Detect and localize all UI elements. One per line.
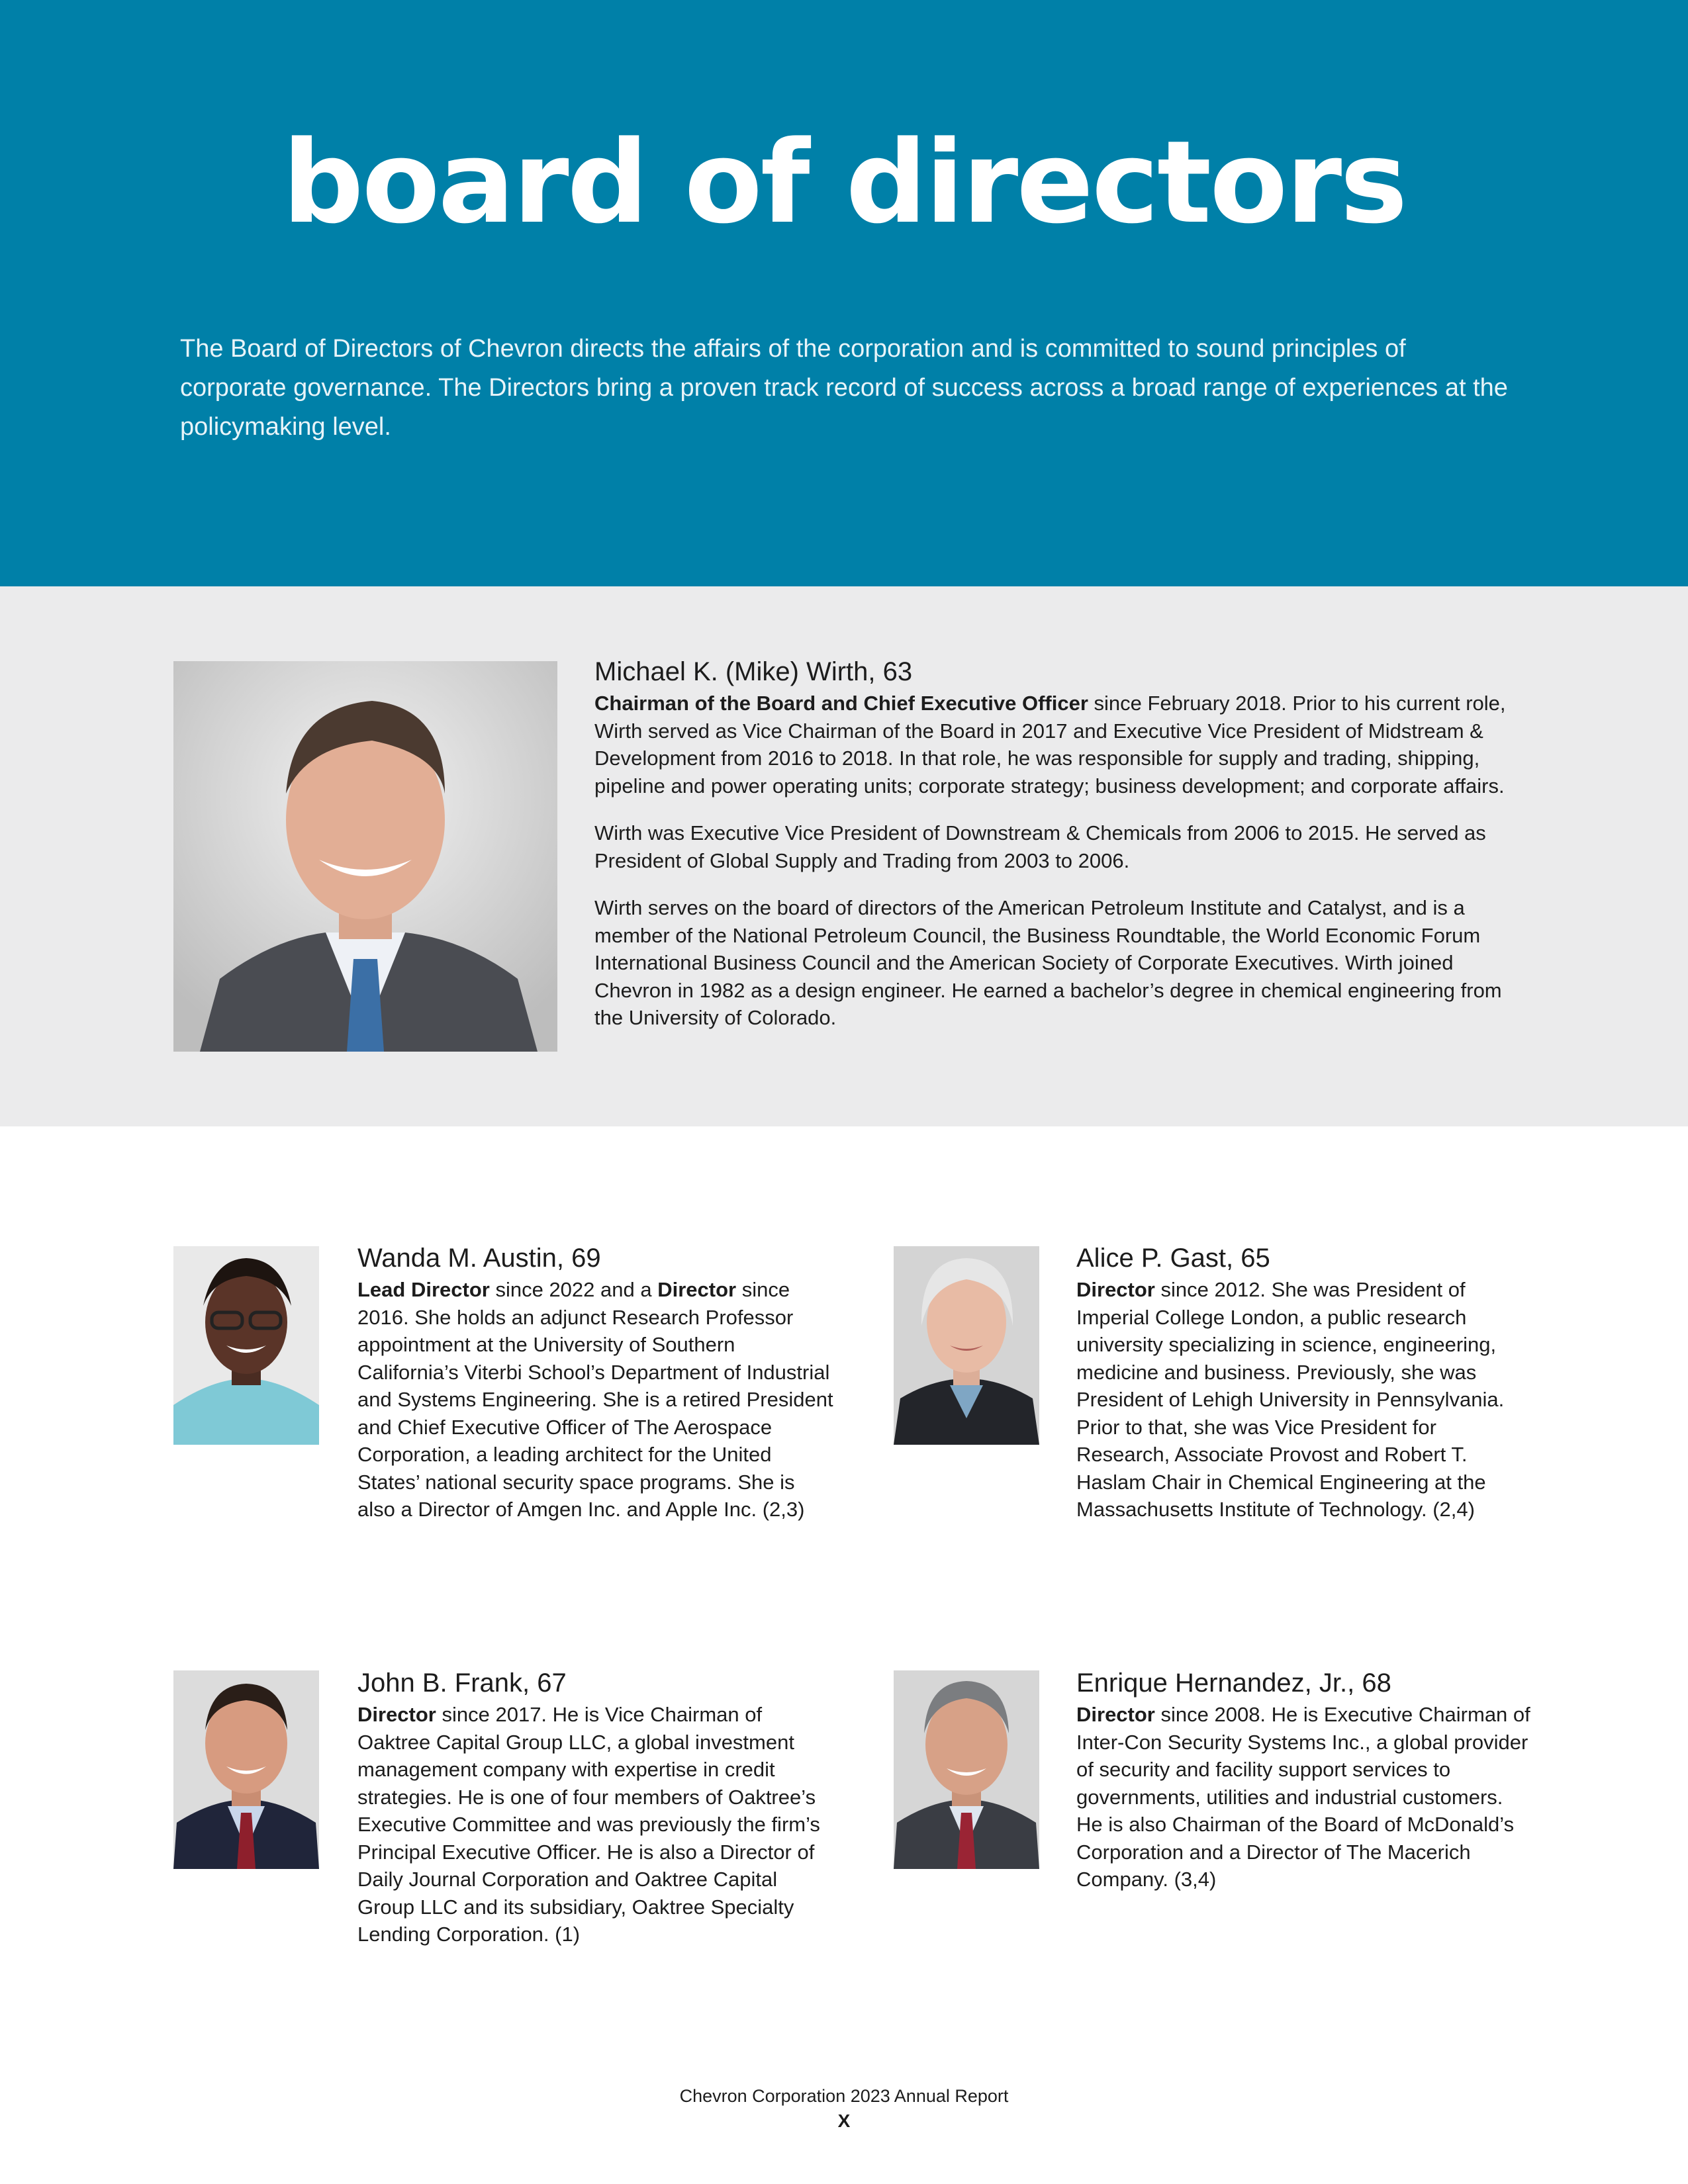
report-title: Chevron Corporation 2023 Annual Report [679,2086,1009,2106]
hernandez-photo [894,1670,1039,1869]
austin-photo [173,1246,319,1445]
director-title: Director [357,1703,436,1726]
bio-paragraph [357,1701,834,1948]
bio-text: since 2012. She was President of Imperial College London, a public research university specializing in science, engineering, medicine and business. Previously, she was President of Lehigh University in Pennsylvania. Prior to that, she was Vice President for Research, Associate Provost and Robert T. Haslam Chair in Chemical Engineering at the Massachusetts Institute of Technology. (2,4) [1076,1278,1505,1521]
director-name: Wanda M. Austin, 69 [357,1244,601,1273]
director-title: Director [1076,1703,1155,1726]
wirth-photo [173,661,557,1052]
bio-paragraph [1076,1701,1533,1893]
bio-text: since 2008. He is Executive Chairman of Inter-Con Security Systems Inc., a global provider of security and facility support services to governments, utilities and industrial customers. He is also Chairman of the Board of McDonald’s Corporation and a Director of The Macerich Company. (3,4) [1076,1703,1530,1891]
director-name: Alice P. Gast, 65 [1076,1244,1270,1273]
frank-photo [173,1670,319,1869]
bio-paragraph: Lead Director since 2022 and a Director since 2016. She holds an adjunct Research Professor appointment at the University of Southern California’s Viterbi School’s Department of Industrial and Systems Engineering. She is a retired President and Chief Executive Officer of The Aerospace Corporation, a leading architect for the United States’ national security space programs. She is also a Director of Amgen Inc. and Apple Inc. (2,3) [357,1278,833,1521]
director-title: Lead Director [357,1278,490,1301]
bio-paragraph [1076,1276,1533,1524]
director-title: Director [1076,1278,1155,1301]
gast-bio [1076,1242,1533,1524]
page-footer [0,2083,1688,2134]
intro-paragraph: The Board of Directors of Chevron directs the affairs of the corporation and is committed to sound principles of corporate governance. The Directors bring a proven track record of success across a broad range of experiences at the policymaking level. [180,335,1508,441]
director-title: Chairman of the Board and Chief Executive Officer [594,692,1088,715]
director-name: John B. Frank, 67 [357,1668,567,1698]
director-name: Michael K. (Mike) Wirth, 63 [594,657,913,686]
bio-paragraph [594,690,1508,799]
gast-photo [894,1246,1039,1445]
hernandez-bio [1076,1666,1533,1893]
page-number: X [837,2111,851,2131]
director-name: Enrique Hernandez, Jr., 68 [1076,1668,1391,1698]
director-title: Director [657,1278,737,1301]
bio-text: since 2016. She holds an adjunct Research Professor appointment at the University of Southern California’s Viterbi School’s Department of Industrial and Systems Engineering. She is a retired President and Chief Executive Officer of The Aerospace Corporation, a leading architect for the United States’ national security space programs. She is also a Director of Amgen Inc. and Apple Inc. (2,3) [357,1278,833,1521]
wirth-bio [594,655,1508,1032]
austin-bio [357,1242,834,1524]
bio-paragraph: Wirth was Executive Vice President of Downstream & Chemicals from 2006 to 2015. He served as President of Global Supply and Trading from 2003 to 2006. [594,821,1486,872]
bio-text: since 2017. He is Vice Chairman of Oaktree Capital Group LLC, a global investment management company with expertise in credit strategies. He is one of four members of Oaktree’s Executive Committee and was previously the firm’s Principal Executive Officer. He is also a Director of Daily Journal Corporation and Oaktree Capital Group LLC and its subsidiary, Oaktree Specialty Lending Corporation. (1) [357,1703,820,1946]
bio-text: since February 2018. Prior to his current role, Wirth served as Vice Chairman of the Board in 2017 and Executive Vice President of Midstream & Development from 2016 to 2018. In that role, he was responsible for supply and trading, shipping, pipeline and power operating units; corporate strategy; business development; and corporate affairs. [594,692,1506,797]
frank-bio [357,1666,834,1948]
page-title: board of directors [282,116,1406,249]
header-band [0,0,1688,586]
bio-paragraph: Wirth serves on the board of directors of the American Petroleum Institute and Catalyst, and is a member of the National Petroleum Council, the Business Roundtable, the World Economic Forum International Business Council and the American Society of Corporate Executives. Wirth joined Chevron in 1982 as a design engineer. He earned a bachelor’s degree in chemical engineering from the University of Colorado. [594,896,1502,1029]
